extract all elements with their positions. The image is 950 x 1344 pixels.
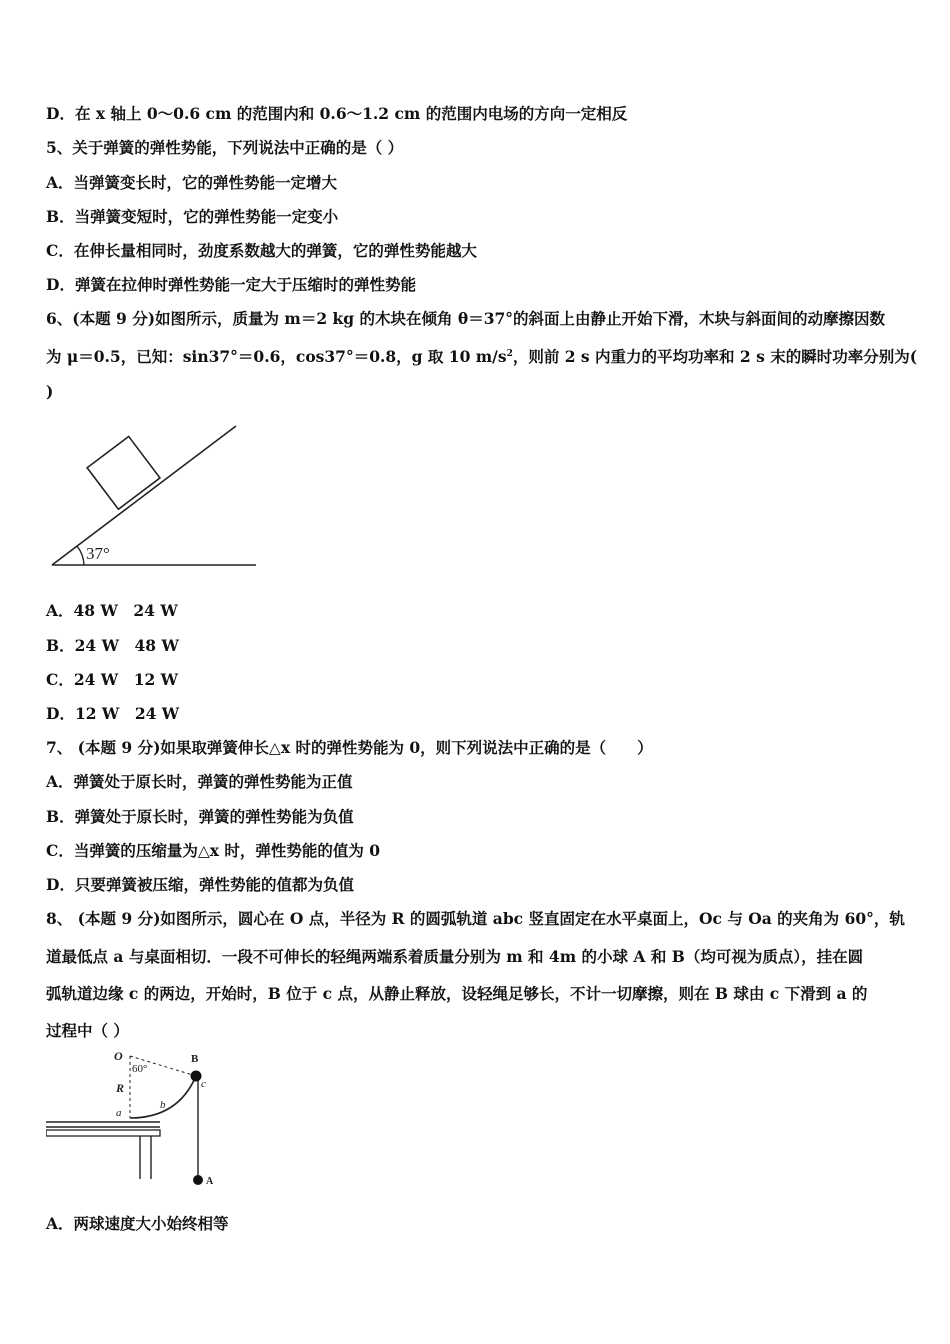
angle-arc <box>77 546 84 565</box>
q6-stem-2a: 为 μ＝0.5，已知：sin37°＝0.6，cos37°＝0.8，g 取 10 m/s <box>46 347 507 366</box>
q7-option-b: B．弹簧处于原长时，弹簧的弹性势能为负值 <box>46 807 354 826</box>
q7-option-a: A．弹簧处于原长时，弹簧的弹性势能为正值 <box>46 772 353 791</box>
q5-option-b: B．当弹簧变短时，它的弹性势能一定变小 <box>46 207 339 226</box>
q6-option-d: D．12 W 24 W <box>46 704 180 723</box>
angle-label: 37° <box>86 544 110 563</box>
q8-stem-line-2: 道最低点 a 与桌面相切．一段不可伸长的轻绳两端系着质量分别为 m 和 4m 的小球 A 和 B（均可视为质点），挂在圆 <box>46 947 864 966</box>
table-board <box>46 1130 160 1136</box>
q7-option-d: D．只要弹簧被压缩，弹性势能的值都为负值 <box>46 875 354 894</box>
q8-stem-line-4: 过程中（ ） <box>46 1021 129 1040</box>
arc-track-figure <box>46 1046 226 1196</box>
q5-option-a: A．当弹簧变长时，它的弹性势能一定增大 <box>46 173 338 192</box>
q6-stem-2-superscript: 2 <box>506 348 513 359</box>
q5-stem: 5、关于弹簧的弹性势能，下列说法中正确的是（ ） <box>46 138 404 157</box>
arc-track <box>130 1076 196 1118</box>
q5-option-c: C．在伸长量相同时，劲度系数越大的弹簧，它的弹性势能越大 <box>46 241 477 260</box>
label-B: B <box>191 1053 199 1065</box>
q6-stem-2b: ，则前 2 s 内重力的平均功率和 2 s 末的瞬时功率分别为( <box>512 347 918 366</box>
q4-option-d: D．在 x 轴上 0～0.6 cm 的范围内和 0.6～1.2 cm 的范围内电场的方向一定相反 <box>46 104 628 123</box>
q6-option-a: A．48 W 24 W <box>46 601 178 620</box>
label-O: O <box>114 1049 123 1063</box>
q8-option-a: A．两球速度大小始终相等 <box>46 1214 229 1233</box>
q6-stem-line-2 <box>46 345 917 367</box>
q6-option-b: B．24 W 48 W <box>46 636 179 655</box>
label-b: b <box>160 1099 166 1111</box>
incline-figure <box>46 420 266 572</box>
q7-stem: 7、 (本题 9 分)如果取弹簧伸长△x 时的弹性势能为 0，则下列说法中正确的是（ ） <box>46 738 653 757</box>
q6-stem-line-1: 6、(本题 9 分)如图所示，质量为 m＝2 kg 的木块在倾角 θ＝37°的斜面上由静止开始下滑，木块与斜面间的动摩擦因数 <box>46 309 886 328</box>
q6-stem-line-3: ) <box>46 382 54 401</box>
q6-option-c: C．24 W 12 W <box>46 670 179 689</box>
label-A: A <box>206 1176 214 1187</box>
ball-B <box>191 1071 202 1082</box>
q7-option-c: C．当弹簧的压缩量为△x 时，弹性势能的值为 0 <box>46 841 381 860</box>
q5-option-d: D．弹簧在拉伸时弹性势能一定大于压缩时的弹性势能 <box>46 275 416 294</box>
label-c: c <box>201 1078 206 1090</box>
q8-stem-line-1: 8、 (本题 9 分)如图所示，圆心在 O 点，半径为 R 的圆弧轨道 abc 竖直固定在水平桌面上，Oc 与 Oa 的夹角为 60°，轨 <box>46 909 905 928</box>
incline-line <box>52 426 236 565</box>
block <box>87 436 160 509</box>
label-angle: 60° <box>132 1063 148 1075</box>
label-R: R <box>116 1081 125 1095</box>
ball-A <box>193 1175 203 1185</box>
label-a: a <box>116 1107 122 1119</box>
q8-stem-line-3: 弧轨道边缘 c 的两边，开始时，B 位于 c 点，从静止释放，设轻绳足够长，不计一切摩擦，则在 B 球由 c 下滑到 a 的 <box>46 984 868 1003</box>
